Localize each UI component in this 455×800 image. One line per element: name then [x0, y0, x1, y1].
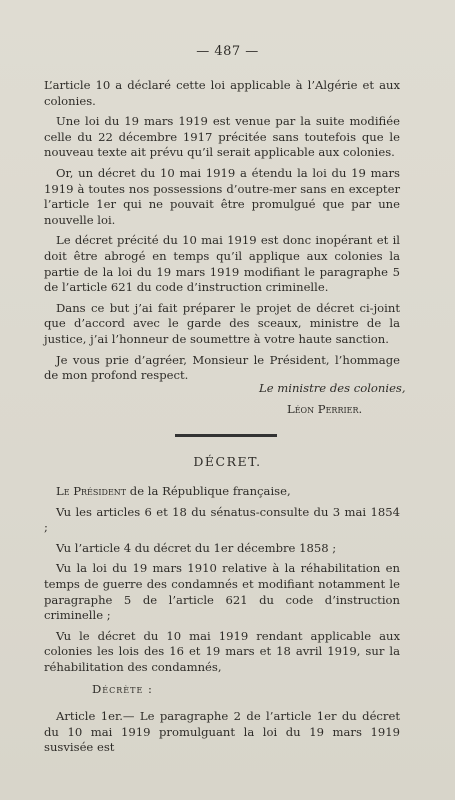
- page-number: — 487 —: [196, 44, 259, 59]
- paragraph-4: Le décret précité du 10 mai 1919 est donc inopérant et il doit être abrogé en temps qu’il applique aux colonies la partie de la loi du 19 mars 1919 modifiant le paragraphe 5 de l’article 621 du code d’instruction criminelle.: [44, 233, 400, 295]
- visa-3: Vu la loi du 19 mars 1910 relative à la réhabilitation en temps de guerre des condamnés et modifiant notamment le paragraphe 5 de l’article 621 du code d’instruction criminelle ;: [44, 561, 400, 623]
- paragraph-3: Or, un décret du 10 mai 1919 a étendu la loi du 19 mars 1919 à toutes nos possessions d’outre-mer sans en excepter l’article 1er qui ne pouvait être promulgué que par une nouvelle loi.: [44, 165, 400, 227]
- president-label: Le Président: [56, 484, 127, 498]
- signature-name: Léon Perrier.: [287, 402, 363, 416]
- decrete-label: Décrète :: [92, 681, 153, 696]
- letter-body: [44, 78, 400, 389]
- signature-title: Le ministre des colonies,: [259, 381, 406, 395]
- visa-2: Vu l’article 4 du décret du 1er décembre 1858 ;: [56, 540, 337, 555]
- decree-heading: DÉCRET.: [193, 454, 262, 469]
- paragraph-1: L’article 10 a déclaré cette loi applicable à l’Algérie et aux colonies.: [44, 78, 400, 108]
- signature-block: [0, 378, 455, 420]
- preamble-rest: de la République française,: [126, 484, 291, 498]
- visa-1: Vu les articles 6 et 18 du sénatus-consulte du 3 mai 1854 ;: [44, 504, 400, 535]
- article-1: Article 1er.— Le paragraphe 2 de l’article 1er du décret du 10 mai 1919 promulguant la loi du 19 mars 1919 susvisée est: [44, 709, 400, 755]
- visa-4: Vu le décret du 10 mai 1919 rendant applicable aux colonies les lois des 16 et 19 mars et 18 avril 1919, sur la réhabilitation des condamnés,: [44, 628, 400, 674]
- decree-preamble: [44, 484, 400, 500]
- paragraph-5: Dans ce but j’ai fait préparer le projet de décret ci-joint que d’accord avec le garde des sceaux, ministre de la justice, j’ai l’honneur de soumettre à votre haute sanction.: [44, 300, 400, 346]
- decree-body: [44, 484, 400, 761]
- paragraph-6: Je vous prie d’agréer, Monsieur le Président, l’hommage de mon profond respect.: [44, 352, 400, 383]
- paragraph-2: Une loi du 19 mars 1919 est venue par la suite modifiée celle du 22 décembre 1917 précitée sans toutefois que le nouveau texte ait prévu qu’il serait applicable aux colonies.: [44, 114, 400, 160]
- separator-rule: [175, 434, 277, 437]
